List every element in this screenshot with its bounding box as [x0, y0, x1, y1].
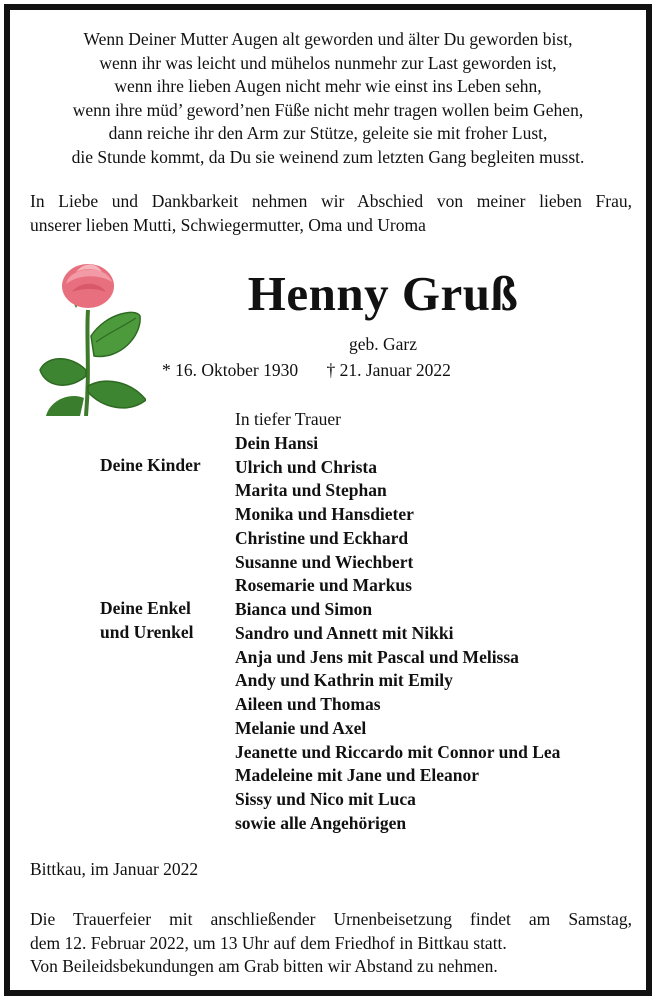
children-label: Deine Kinder	[100, 455, 201, 475]
relatives: sowie alle Angehörigen	[235, 812, 407, 833]
intro-line-2: unserer lieben Mutti, Schwiegermutter, Oma und Uroma	[30, 214, 426, 235]
grandchildren-label-2: und Urenkel	[100, 622, 194, 642]
list-item: Melanie und Axel	[235, 717, 367, 738]
list-item: Jeanette und Riccardo mit Connor und Lea	[235, 741, 561, 762]
list-item: Anja und Jens mit Pascal und Melissa	[235, 646, 519, 667]
grandchildren-label-1: Deine Enkel	[100, 598, 191, 618]
list-item: Rosemarie und Markus	[235, 575, 412, 596]
list-item: Andy und Kathrin mit Emily	[235, 670, 453, 691]
life-dates	[162, 360, 451, 381]
funeral-line: Die Trauerfeier mit anschließender Urnenbeisetzung findet am Samstag,	[30, 909, 632, 929]
list-item: Bianca und Simon	[235, 599, 373, 619]
poem-line: wenn ihre lieben Augen nicht mehr wie einst ins Leben sehn,	[114, 76, 542, 96]
place-date: Bittkau, im Januar 2022	[30, 859, 199, 879]
poem-line: die Stunde kommt, da Du sie weinend zum letzten Gang begleiten musst.	[71, 146, 585, 167]
intro-text	[30, 190, 632, 237]
poem	[10, 28, 646, 169]
list-item: Ulrich und Christa	[235, 456, 377, 477]
list-item: Madeleine mit Jane und Eleanor	[235, 765, 480, 786]
list-item: Christine und Eckhard	[235, 527, 409, 548]
poem-line: Wenn Deiner Mutter Augen alt geworden und älter Du geworden bist,	[83, 29, 573, 49]
poem-line: wenn ihre müd’ geword’nen Füße nicht mehr tragen wollen beim Gehen,	[72, 99, 584, 120]
poem-line: dann reiche ihr den Arm zur Stütze, geleite sie mit froher Lust,	[108, 123, 548, 143]
mourning-heading: In tiefer Trauer	[235, 409, 341, 429]
list-item: Aileen und Thomas	[235, 694, 381, 714]
husband: Dein Hansi	[235, 432, 319, 453]
birth-date: * 16. Oktober 1930	[162, 360, 299, 380]
death-date: † 21. Januar 2022	[326, 360, 451, 380]
deceased-name: Henny Gruß	[247, 266, 519, 321]
list-item: Marita und Stephan	[235, 480, 387, 501]
mourners-list	[235, 408, 560, 836]
maiden-name: geb. Garz	[348, 334, 418, 354]
list-item: Susanne und Wiechbert	[235, 551, 414, 572]
poem-line: wenn ihr was leicht und mühelos nunmehr zur Last geworden ist,	[99, 52, 557, 73]
intro-line-1: In Liebe und Dankbarkeit nehmen wir Abschied von meiner lieben Frau,	[30, 191, 632, 211]
list-item: Sandro und Annett mit Nikki	[235, 622, 454, 643]
funeral-line: dem 12. Februar 2022, um 13 Uhr auf dem Friedhof in Bittkau statt.	[30, 932, 507, 953]
list-item: Monika und Hansdieter	[235, 504, 414, 524]
funeral-line: Von Beileidsbekundungen am Grab bitten wir Abstand zu nehmen.	[30, 956, 498, 976]
obituary-frame	[4, 4, 652, 996]
list-item: Sissy und Nico mit Luca	[235, 789, 416, 809]
funeral-notice	[30, 908, 632, 979]
